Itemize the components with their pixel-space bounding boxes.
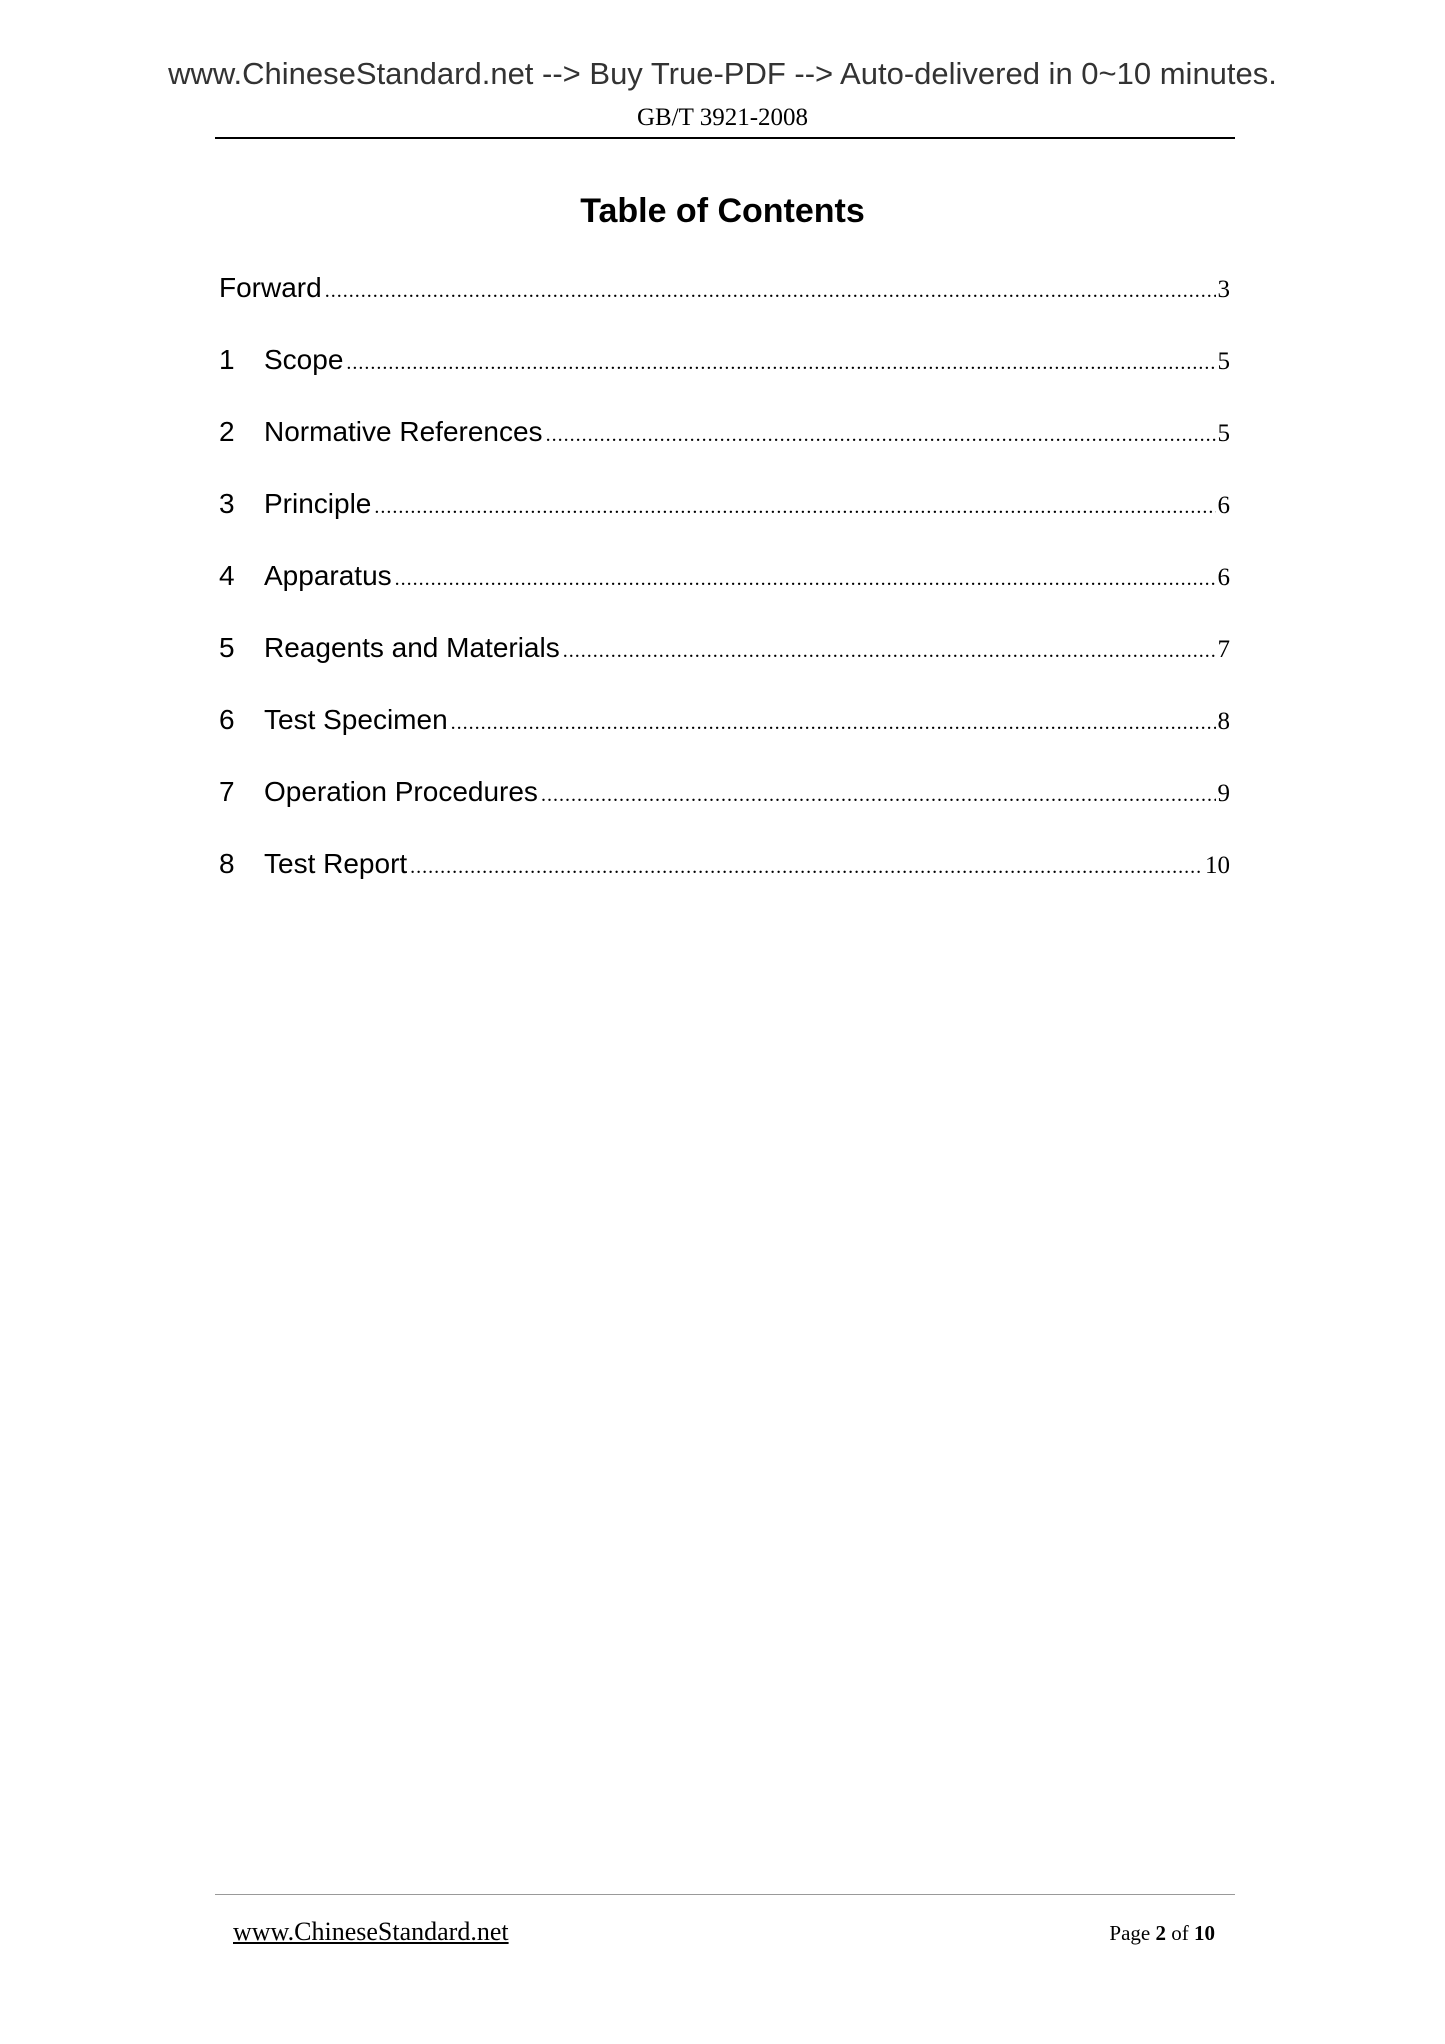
toc-entry-number: 2 [219,416,235,447]
toc-entry-principle[interactable] [219,488,1230,560]
toc-entry-label: Test Specimen [264,704,448,735]
toc-entry-operation-procedures[interactable] [219,776,1230,848]
toc-entry-page: 6 [1217,492,1230,519]
toc-entry-page: 7 [1217,636,1230,663]
dot-leader [395,568,1216,591]
toc-entry-page: 9 [1217,780,1230,807]
toc-entry-page: 3 [1217,276,1230,303]
dot-leader [346,352,1215,375]
dot-leader [325,280,1216,303]
footer-site-link[interactable]: www.ChineseStandard.net [233,1917,509,1946]
toc-entry-test-specimen[interactable] [219,704,1230,776]
toc-entry-reagents-and-materials[interactable] [219,632,1230,704]
toc-entry-page: 8 [1217,708,1230,735]
toc-entry-number: 6 [219,704,235,735]
dot-leader [451,712,1216,735]
page-of: of [1171,1921,1189,1945]
toc-entry-label: Scope [264,344,344,375]
page-title: Table of Contents [580,192,865,230]
table-of-contents [219,272,1230,920]
toc-entry-forward[interactable] [219,272,1230,344]
dot-leader [374,496,1215,519]
header-divider [215,137,1235,139]
toc-entry-label: Normative References [264,416,543,447]
toc-entry-label: Principle [264,488,372,519]
toc-entry-label: Test Report [264,848,408,879]
toc-entry-label: Forward [219,272,322,303]
toc-entry-scope[interactable] [219,344,1230,416]
toc-entry-page: 10 [1205,852,1230,879]
toc-entry-page: 5 [1217,420,1230,447]
toc-entry-number: 3 [219,488,235,519]
page-number [1109,1921,1215,1946]
toc-entry-apparatus[interactable] [219,560,1230,632]
page-prefix: Page [1109,1921,1151,1945]
toc-entry-number: 8 [219,848,235,879]
toc-entry-test-report[interactable] [219,848,1230,920]
page-current: 2 [1155,1921,1166,1945]
dot-leader [563,640,1216,663]
site-banner[interactable]: www.ChineseStandard.net --> Buy True-PDF --> Auto-delivered in 0~10 minutes. [168,56,1277,91]
toc-entry-page: 6 [1217,564,1230,591]
dot-leader [541,784,1216,807]
toc-entry-number: 1 [219,344,235,375]
page-total: 10 [1194,1921,1215,1945]
dot-leader [410,856,1203,879]
toc-entry-number: 5 [219,632,235,663]
toc-entry-label: Reagents and Materials [264,632,560,663]
toc-entry-page: 5 [1217,348,1230,375]
toc-entry-label: Operation Procedures [264,776,538,807]
footer-divider [215,1894,1235,1895]
toc-entry-number: 4 [219,560,235,591]
standard-code: GB/T 3921-2008 [636,104,809,131]
toc-entry-label: Apparatus [264,560,392,591]
dot-leader [546,424,1216,447]
toc-entry-normative-references[interactable] [219,416,1230,488]
toc-entry-number: 7 [219,776,235,807]
